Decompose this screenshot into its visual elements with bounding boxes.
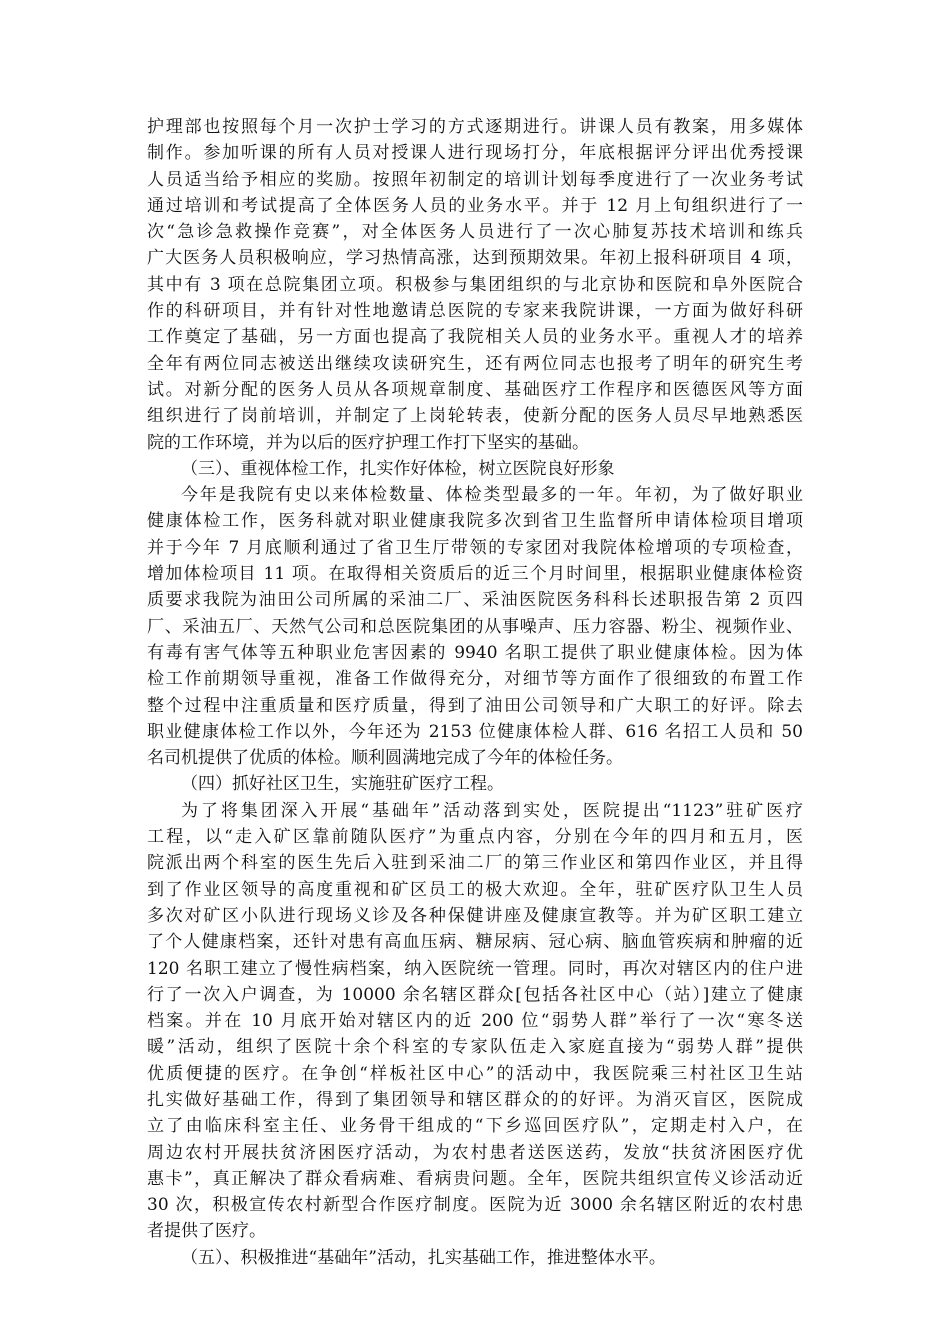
document-body (147, 114, 803, 1271)
body-text-line: 试。对新分配的医务人员从各项规章制度、基础医疗工作程序和医德医风等方面 (147, 379, 803, 400)
body-text-line: 并于今年 7 月底顺利通过了省卫生厅带领的专家团对我院体检增项的专项检查， (147, 537, 803, 558)
body-text-line: 名司机提供了优质的体检。顺利圆满地完成了今年的体检任务。 (147, 748, 623, 769)
body-text-line: 整个过程中注重质量和医疗质量，得到了油田公司领导和广大职工的好评。除去 (147, 695, 803, 716)
body-text-line: 惠卡”，真正解决了群众看病难、看病贵问题。全年，医院共组织宣传义诊活动近 (147, 1168, 803, 1189)
body-text-line: 制作。参加听课的所有人员对授课人进行现场打分，年底根据评分评出优秀授课 (147, 143, 803, 164)
body-text-line: 增加体检项目 11 项。在取得相关资质后的近三个月时间里，根据职业健康体检资 (147, 564, 803, 585)
body-text-line: 优质便捷的医疗。在争创“样板社区中心”的活动中，我医院乘三村社区卫生站 (147, 1063, 803, 1084)
body-text-line: 工作奠定了基础，另一方面也提高了我院相关人员的业务水平。重视人才的培养 (147, 327, 803, 348)
body-text-line: 暖”活动，组织了医院十余个科室的专家队伍走入家庭直接为“弱势人群”提供 (147, 1037, 803, 1058)
section-heading: （三）、重视体检工作，扎实作好体检，树立医院良好形象 (181, 458, 615, 479)
body-text-line: 其中有 3 项在总院集团立项。积极参与集团组织的与北京协和医院和阜外医院合 (147, 274, 803, 295)
body-text-line: 立了由临床科室主任、业务骨干组成的“下乡巡回医疗队”，定期走村入户，在 (147, 1116, 803, 1137)
body-text-line: 作的科研项目，并有针对性地邀请总医院的专家来我院讲课，一方面为做好科研 (147, 301, 803, 322)
body-text-line: 扎实做好基础工作，得到了集团领导和辖区群众的的好评。为消灭盲区，医院成 (147, 1089, 803, 1110)
body-text-line: 120 名职工建立了慢性病档案，纳入医院统一管理。同时，再次对辖区内的住户进 (147, 958, 803, 979)
body-text-line: 院的工作环境，并为以后的医疗护理工作打下坚实的基础。 (147, 432, 589, 453)
body-text-line: 周边农村开展扶贫济困医疗活动，为农村患者送医送药，发放“扶贫济困医疗优 (147, 1142, 803, 1163)
body-text-line: 厂、采油五厂、天然气公司和总医院集团的从事噪声、压力容器、粉尘、视频作业、 (147, 616, 803, 637)
body-text-line: 广大医务人员积极响应，学习热情高涨，达到预期效果。年初上报科研项目 4 项， (147, 248, 803, 269)
body-text-line: 有毒有害气体等五种职业危害因素的 9940 名职工提供了职业健康体检。因为体 (147, 642, 803, 663)
body-text-line: 多次对矿区小队进行现场义诊及各种保健讲座及健康宣教等。并为矿区职工建立 (147, 905, 803, 926)
body-text-line: 职业健康体检工作以外，今年还为 2153 位健康体检人群、616 名招工人员和 50 (147, 721, 803, 742)
body-text-line: 到了作业区领导的高度重视和矿区员工的极大欢迎。全年，驻矿医疗队卫生人员 (147, 879, 803, 900)
body-text-line: 了个人健康档案，还针对患有高血压病、糖尿病、冠心病、脑血管疾病和肿瘤的近 (147, 932, 803, 953)
section-heading: （四）抓好社区卫生，实施驻矿医疗工程。 (181, 774, 504, 795)
body-text-line: 次“急诊急救操作竞赛”，对全体医务人员进行了一次心肺复苏技术培训和练兵 (147, 222, 803, 243)
body-text-line: 通过培训和考试提高了全体医务人员的业务水平。并于 12 月上旬组织进行了一 (147, 195, 803, 216)
body-text-line: 全年有两位同志被送出继续攻读研究生，还有两位同志也报考了明年的研究生考 (147, 353, 803, 374)
body-text-line: 行了一次入户调查，为 10000 余名辖区群众[包括各社区中心（站）]建立了健康 (147, 984, 803, 1005)
body-text-line: 档案。并在 10 月底开始对辖区内的近 200 位“弱势人群”举行了一次“寒冬送 (147, 1011, 803, 1032)
body-text-line: 人员适当给予相应的奖励。按照年初制定的培训计划每季度进行了一次业务考试 (147, 169, 803, 190)
section-heading: （五）、积极推进“基础年”活动，扎实基础工作，推进整体水平。 (181, 1247, 666, 1268)
body-text-line: 检工作前期领导重视，准备工作做得充分，对细节等方面作了很细致的布置工作 (147, 669, 803, 690)
body-text-line: 院派出两个科室的医生先后入驻到采油二厂的第三作业区和第四作业区，并且得 (147, 853, 803, 874)
body-text-line: 30 次，积极宣传农村新型合作医疗制度。医院为近 3000 余名辖区附近的农村患 (147, 1195, 803, 1216)
body-text-line: 健康体检工作，医务科就对职业健康我院多次到省卫生监督所申请体检项目增项 (147, 511, 803, 532)
body-text-line: 质要求我院为油田公司所属的采油二厂、采油医院医务科科长述职报告第 2 页四 (147, 590, 803, 611)
body-text-line: 今年是我院有史以来体检数量、体检类型最多的一年。年初，为了做好职业 (181, 485, 803, 506)
body-text-line: 者提供了医疗。 (147, 1221, 266, 1242)
body-text-line: 护理部也按照每个月一次护士学习的方式逐期进行。讲课人员有教案，用多媒体 (147, 117, 803, 137)
body-text-line: 为了将集团深入开展“基础年”活动落到实处，医院提出“1123”驻矿医疗 (181, 800, 803, 821)
body-text-line: 工程，以“走入矿区靠前随队医疗”为重点内容，分别在今年的四月和五月，医 (147, 827, 803, 848)
body-text-line: 组织进行了岗前培训，并制定了上岗轮转表，使新分配的医务人员尽早地熟悉医 (147, 406, 803, 427)
